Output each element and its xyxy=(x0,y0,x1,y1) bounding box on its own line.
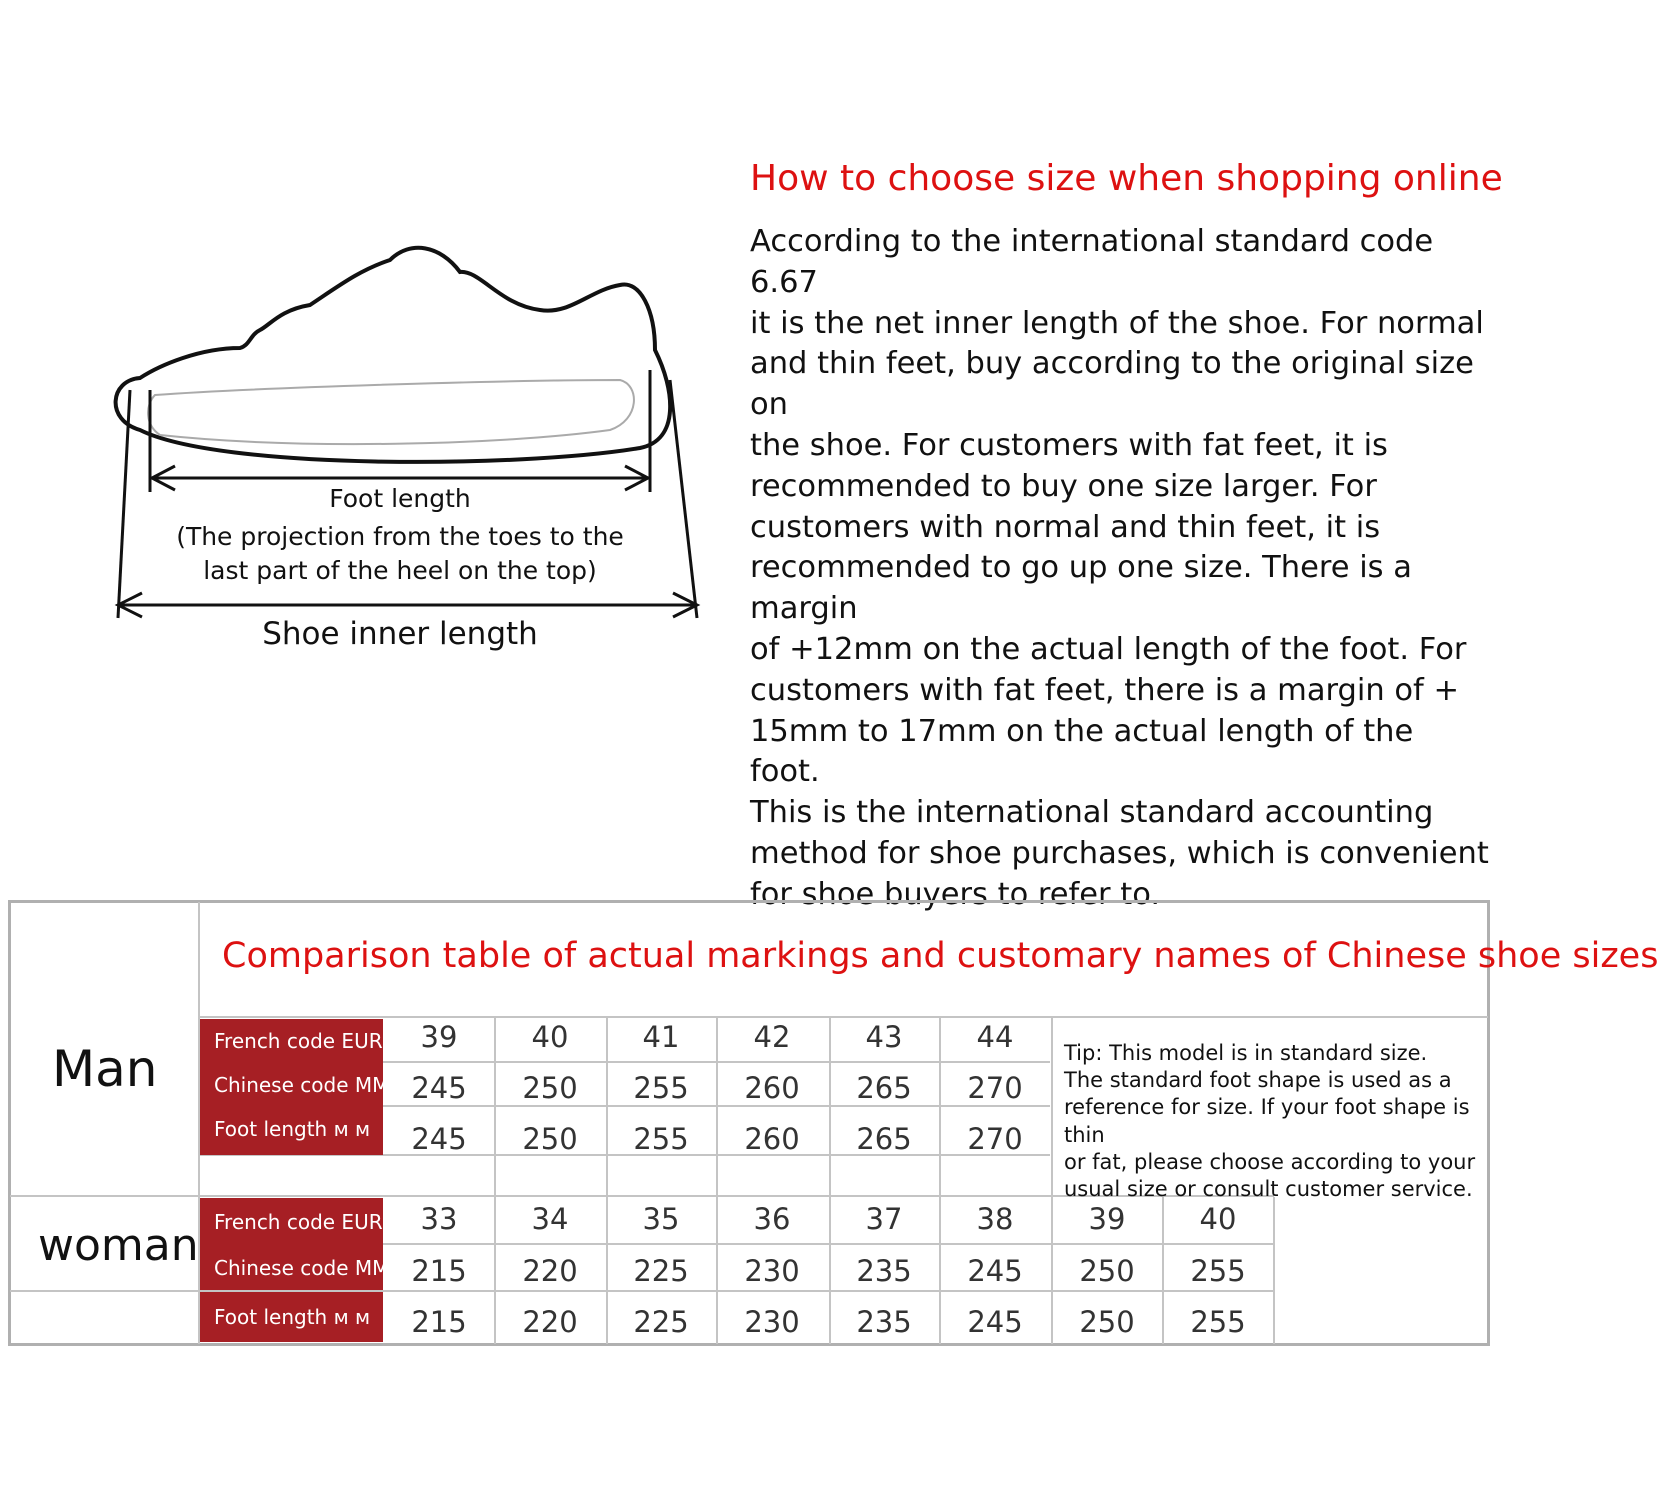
woman-size-cell: 255 xyxy=(1190,1254,1246,1288)
man-size-cell: 265 xyxy=(856,1071,912,1105)
tip-text: Tip: This model is in standard size. The standard foot shape is used as a reference for size. If your foot shape is thin or fat, please choose according to your usual size or consult customer service. xyxy=(1064,1041,1476,1202)
woman-size-cell: 245 xyxy=(967,1254,1023,1288)
man-size-cell: 43 xyxy=(865,1020,903,1054)
man-row-label-mm: Chinese code MM xyxy=(200,1063,383,1107)
man-size-cell: 40 xyxy=(531,1020,569,1054)
woman-size-cell: 37 xyxy=(865,1202,903,1236)
woman-size-cell: 230 xyxy=(744,1254,800,1288)
guide-body: According to the international standard code 6.67 it is the net inner length of the shoe. For normal and thin feet, buy according to the original size on the shoe. For customers with fat feet, it is recommended to buy one size larger. For customers with normal and thin feet, it is recommended to go up one size. There is a margin of +12mm on the actual length of the foot. For customers with fat feet, there is a margin of + 15mm to 17mm on the actual length of the foot. This is the international standard accounting method for shoe purchases, which is convenient for shoe buyers to refer to. xyxy=(750,224,1489,912)
woman-size-cell: 220 xyxy=(522,1305,578,1339)
foot-length-label: Foot length xyxy=(329,484,471,513)
woman-size-cell: 35 xyxy=(642,1202,680,1236)
woman-size-cell: 38 xyxy=(976,1202,1014,1236)
woman-size-cell: 250 xyxy=(1079,1254,1135,1288)
woman-size-cell: 235 xyxy=(856,1305,912,1339)
man-size-cell: 42 xyxy=(753,1020,791,1054)
woman-row-label-mm: Chinese code MM xyxy=(200,1246,383,1290)
woman-size-cell: 34 xyxy=(531,1202,569,1236)
guide-title: How to choose size when shopping online xyxy=(750,158,1503,199)
woman-size-cell: 33 xyxy=(420,1202,458,1236)
woman-size-cell: 245 xyxy=(967,1305,1023,1339)
man-row-label-foot: Foot length м м xyxy=(200,1107,383,1155)
shoe-outline xyxy=(116,248,671,462)
man-size-cell: 39 xyxy=(420,1020,458,1054)
man-size-cell: 260 xyxy=(744,1071,800,1105)
man-row-label-eur: French code EUR xyxy=(200,1019,383,1063)
woman-size-cell: 40 xyxy=(1199,1202,1237,1236)
woman-size-cell: 250 xyxy=(1079,1305,1135,1339)
woman-size-cell: 36 xyxy=(753,1202,791,1236)
woman-section-label: woman xyxy=(38,1220,199,1271)
man-size-cell: 250 xyxy=(522,1122,578,1156)
table-title: Comparison table of actual markings and customary names of Chinese shoe sizes xyxy=(222,936,1658,976)
man-size-cell: 255 xyxy=(633,1122,689,1156)
man-size-cell: 270 xyxy=(967,1122,1023,1156)
man-size-cell: 270 xyxy=(967,1071,1023,1105)
shoe-inner-length-label: Shoe inner length xyxy=(262,616,538,652)
man-size-cell: 245 xyxy=(411,1122,467,1156)
woman-row-label-foot: Foot length м м xyxy=(200,1292,383,1342)
man-size-cell: 260 xyxy=(744,1122,800,1156)
man-size-cell: 41 xyxy=(642,1020,680,1054)
inner-sole xyxy=(148,380,634,444)
woman-size-cell: 235 xyxy=(856,1254,912,1288)
woman-size-cell: 215 xyxy=(411,1254,467,1288)
woman-size-cell: 220 xyxy=(522,1254,578,1288)
woman-size-cell: 255 xyxy=(1190,1305,1246,1339)
man-section-label: Man xyxy=(52,1040,158,1098)
woman-size-cell: 215 xyxy=(411,1305,467,1339)
man-size-cell: 245 xyxy=(411,1071,467,1105)
woman-row-label-eur: French code EUR xyxy=(200,1198,383,1246)
woman-size-cell: 225 xyxy=(633,1305,689,1339)
man-size-cell: 250 xyxy=(522,1071,578,1105)
foot-length-description: (The projection from the toes to the last part of the heel on the top) xyxy=(176,522,624,585)
man-size-cell: 44 xyxy=(976,1020,1014,1054)
man-size-cell: 255 xyxy=(633,1071,689,1105)
woman-size-cell: 225 xyxy=(633,1254,689,1288)
man-size-cell: 265 xyxy=(856,1122,912,1156)
woman-size-cell: 230 xyxy=(744,1305,800,1339)
woman-size-cell: 39 xyxy=(1088,1202,1126,1236)
